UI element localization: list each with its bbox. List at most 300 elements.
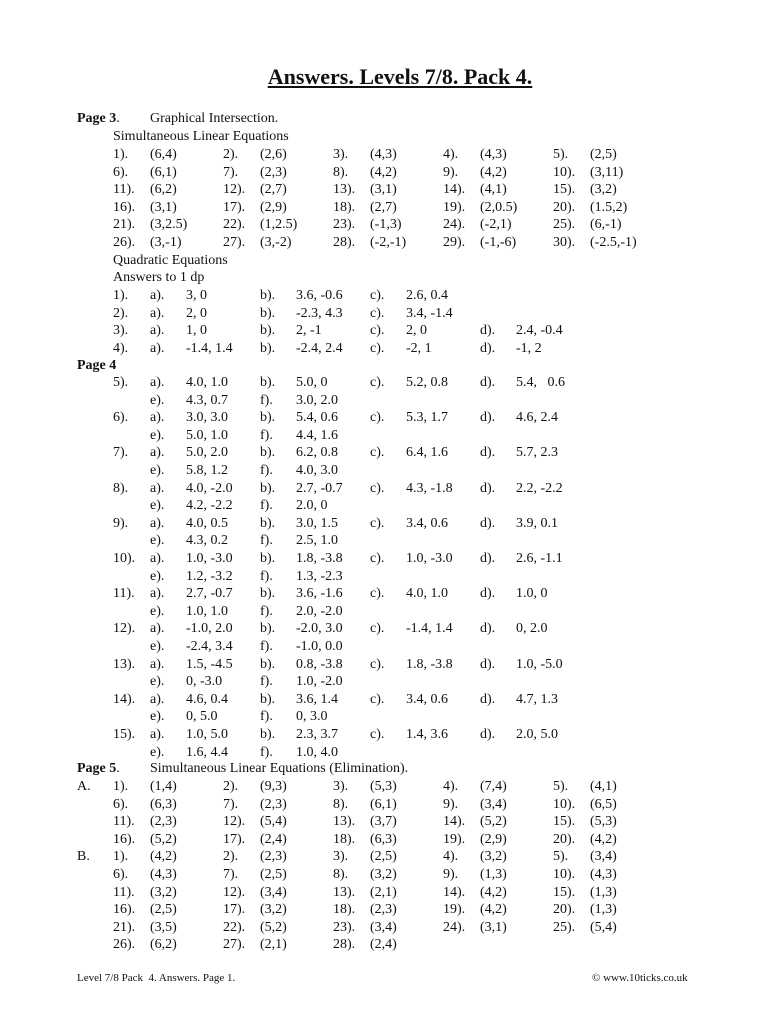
part-label: e). bbox=[150, 603, 165, 619]
answer-value: (3,2) bbox=[480, 849, 507, 865]
linear-heading: Simultaneous Linear Equations bbox=[113, 129, 289, 144]
answer-value: (4,2) bbox=[370, 164, 397, 180]
question-number: 14). bbox=[443, 814, 466, 830]
answer-value: 4.0, 0.5 bbox=[186, 515, 228, 531]
question-number: 15). bbox=[553, 182, 576, 198]
question-number: 1). bbox=[113, 288, 129, 303]
answer-value: (3,1) bbox=[150, 199, 177, 215]
answer-value: (3,2) bbox=[590, 182, 617, 198]
part-label: d). bbox=[480, 323, 496, 338]
footer-left: Level 7/8 Pack 4. Answers. Page 1. bbox=[77, 972, 236, 984]
answer-value: (4,2) bbox=[480, 164, 507, 180]
question-number: 19). bbox=[443, 831, 466, 847]
part-label: c). bbox=[370, 691, 385, 707]
question-number: 8). bbox=[333, 164, 349, 180]
answer-value: (4,2) bbox=[480, 902, 507, 918]
answer-value: 5.2, 0.8 bbox=[406, 375, 448, 390]
answer-value: (3,11) bbox=[590, 164, 624, 180]
question-number: 14). bbox=[113, 691, 136, 707]
question-number: 23). bbox=[333, 217, 356, 233]
part-label: f). bbox=[260, 392, 273, 408]
answer-value: 1, 0 bbox=[186, 323, 207, 338]
question-number: 26). bbox=[113, 937, 136, 953]
answer-value: (4,1) bbox=[480, 182, 507, 198]
question-number: 4). bbox=[113, 340, 129, 356]
question-number: 22). bbox=[223, 919, 246, 935]
answer-value: (4,2) bbox=[480, 884, 507, 900]
question-number: 9). bbox=[443, 164, 459, 180]
answer-value: (2,0.5) bbox=[480, 199, 518, 215]
part-label: a). bbox=[150, 621, 165, 637]
question-number: 13). bbox=[333, 884, 356, 900]
question-number: 25). bbox=[553, 217, 576, 233]
part-label: f). bbox=[260, 709, 273, 725]
part-label: b). bbox=[260, 691, 276, 707]
part-label: d). bbox=[480, 586, 496, 602]
question-number: 27). bbox=[223, 235, 246, 250]
answer-value: 4.2, -2.2 bbox=[186, 498, 233, 514]
part-label: c). bbox=[370, 375, 385, 390]
answer-value: (4,3) bbox=[590, 867, 617, 882]
answer-value: 2, 0 bbox=[406, 323, 427, 338]
page3-heading: Graphical Intersection. bbox=[150, 111, 279, 126]
part-label: b). bbox=[260, 656, 276, 672]
answer-value: (2,3) bbox=[260, 849, 287, 865]
part-label: b). bbox=[260, 621, 276, 637]
answer-value: (6,-1) bbox=[590, 217, 622, 233]
answer-value: (3,2) bbox=[150, 884, 177, 900]
answer-value: 2.4, -0.4 bbox=[516, 323, 563, 338]
part-label: b). bbox=[260, 551, 276, 566]
question-number: 8). bbox=[333, 867, 349, 882]
answer-value: 0.8, -3.8 bbox=[296, 656, 343, 672]
part-label: e). bbox=[150, 639, 165, 654]
part-label: c). bbox=[370, 305, 385, 321]
answer-value: (2,3) bbox=[370, 902, 397, 918]
answer-value: 1.0, 1.0 bbox=[186, 603, 228, 619]
answer-value: 1.0, 4.0 bbox=[296, 744, 338, 760]
part-label: b). bbox=[260, 288, 276, 303]
answer-value: (6,5) bbox=[590, 796, 617, 812]
page5-label: Page 5. bbox=[77, 761, 120, 776]
part-label: e). bbox=[150, 674, 165, 690]
answer-value: 4.0, 1.0 bbox=[406, 586, 448, 602]
page3-label: Page 3. bbox=[77, 111, 120, 126]
answer-value: 0, 5.0 bbox=[186, 709, 218, 725]
question-number: 6). bbox=[113, 164, 129, 180]
answer-value: (3,1) bbox=[370, 182, 397, 198]
answer-value: (3,4) bbox=[590, 849, 617, 865]
question-number: 24). bbox=[443, 919, 466, 935]
part-label: a). bbox=[150, 586, 165, 602]
answer-value: 5.3, 1.7 bbox=[406, 410, 448, 426]
answer-value: (2,3) bbox=[260, 164, 287, 180]
question-number: 17). bbox=[223, 902, 246, 918]
answer-value: (2,3) bbox=[260, 796, 287, 812]
part-label: b). bbox=[260, 480, 276, 496]
answer-value: 5.8, 1.2 bbox=[186, 463, 228, 478]
answer-value: (3,5) bbox=[150, 919, 177, 935]
part-label: c). bbox=[370, 445, 385, 461]
part-label: e). bbox=[150, 533, 165, 549]
part-label: f). bbox=[260, 744, 273, 760]
answer-value: (1,3) bbox=[590, 884, 617, 900]
part-label: c). bbox=[370, 727, 385, 742]
part-label: a). bbox=[150, 515, 165, 531]
answer-value: 5.0, 1.0 bbox=[186, 427, 228, 443]
question-number: 1). bbox=[113, 849, 129, 865]
answer-value: 1.0, 5.0 bbox=[186, 727, 228, 742]
part-label: d). bbox=[480, 727, 496, 742]
answer-value: 4.3, 0.7 bbox=[186, 392, 228, 408]
answer-value: (3,4) bbox=[260, 884, 287, 900]
part-label: d). bbox=[480, 480, 496, 496]
question-number: 20). bbox=[553, 902, 576, 918]
answer-value: -2.4, 2.4 bbox=[296, 340, 343, 356]
question-number: 9). bbox=[443, 796, 459, 812]
question-number: 12). bbox=[113, 621, 136, 637]
answer-value: 3.6, -1.6 bbox=[296, 586, 343, 602]
question-number: 11). bbox=[113, 884, 135, 900]
part-label: c). bbox=[370, 410, 385, 426]
part-label: c). bbox=[370, 340, 385, 356]
question-number: 24). bbox=[443, 217, 466, 233]
question-number: 26). bbox=[113, 235, 136, 250]
question-number: 25). bbox=[553, 919, 576, 935]
answer-value: 1.0, 0 bbox=[516, 586, 548, 602]
answer-value: 0, -3.0 bbox=[186, 674, 223, 690]
answer-value: 2.5, 1.0 bbox=[296, 533, 338, 549]
question-number: 5). bbox=[113, 375, 129, 390]
answer-value: 3.6, 1.4 bbox=[296, 691, 338, 707]
answer-value: 3.9, 0.1 bbox=[516, 515, 558, 531]
group-label: A. bbox=[77, 779, 91, 794]
answer-value: 2.0, 5.0 bbox=[516, 727, 558, 742]
question-number: 9). bbox=[113, 515, 129, 531]
answer-value: (1,3) bbox=[590, 902, 617, 918]
answer-value: -2.3, 4.3 bbox=[296, 305, 343, 321]
answer-value: 4.0, -2.0 bbox=[186, 480, 233, 496]
part-label: f). bbox=[260, 533, 273, 549]
answer-value: 4.7, 1.3 bbox=[516, 691, 558, 707]
question-number: 3). bbox=[113, 323, 129, 338]
answer-value: 3.0, 2.0 bbox=[296, 392, 338, 408]
question-number: 18). bbox=[333, 831, 356, 847]
question-number: 14). bbox=[443, 884, 466, 900]
answer-value: (4,3) bbox=[370, 147, 397, 162]
part-label: e). bbox=[150, 568, 165, 584]
page4-label: Page 4 bbox=[77, 358, 117, 373]
answer-value: (3,7) bbox=[370, 814, 397, 830]
question-number: 12). bbox=[223, 814, 246, 830]
part-label: a). bbox=[150, 323, 165, 338]
part-label: b). bbox=[260, 323, 276, 338]
question-number: 6). bbox=[113, 410, 129, 426]
part-label: b). bbox=[260, 445, 276, 461]
answer-value: -2.0, 3.0 bbox=[296, 621, 343, 637]
question-number: 12). bbox=[223, 884, 246, 900]
answer-value: (2,9) bbox=[480, 831, 507, 847]
part-label: b). bbox=[260, 515, 276, 531]
answer-value: (1,2.5) bbox=[260, 217, 298, 233]
answer-value: 3.4, 0.6 bbox=[406, 515, 448, 531]
question-number: 4). bbox=[443, 779, 459, 794]
question-number: 3). bbox=[333, 779, 349, 794]
part-label: f). bbox=[260, 498, 273, 514]
question-number: 16). bbox=[113, 902, 136, 918]
answer-value: (7,4) bbox=[480, 779, 507, 794]
answer-value: -1.0, 2.0 bbox=[186, 621, 233, 637]
answer-value: 4.6, 2.4 bbox=[516, 410, 558, 426]
question-number: 14). bbox=[443, 182, 466, 198]
part-label: c). bbox=[370, 621, 385, 637]
question-number: 13). bbox=[333, 814, 356, 830]
answer-value: (6,2) bbox=[150, 182, 177, 198]
part-label: d). bbox=[480, 410, 496, 426]
answer-value: (5,4) bbox=[260, 814, 287, 830]
answer-value: (-1,3) bbox=[370, 217, 402, 233]
answer-value: 5.0, 0 bbox=[296, 375, 328, 390]
group-label: B. bbox=[77, 849, 90, 865]
part-label: e). bbox=[150, 463, 165, 478]
part-label: b). bbox=[260, 586, 276, 602]
part-label: d). bbox=[480, 515, 496, 531]
question-number: 6). bbox=[113, 867, 129, 882]
answer-value: 2, 0 bbox=[186, 305, 207, 321]
question-number: 28). bbox=[333, 937, 356, 953]
part-label: b). bbox=[260, 305, 276, 321]
answer-value: 4.0, 3.0 bbox=[296, 463, 338, 478]
part-label: f). bbox=[260, 463, 273, 478]
answer-value: (3,2) bbox=[260, 902, 287, 918]
part-label: d). bbox=[480, 375, 496, 390]
question-number: 19). bbox=[443, 902, 466, 918]
question-number: 29). bbox=[443, 235, 466, 250]
question-number: 1). bbox=[113, 147, 129, 162]
question-number: 20). bbox=[553, 831, 576, 847]
answer-value: 2.0, 0 bbox=[296, 498, 328, 514]
answer-value: (6,1) bbox=[150, 164, 177, 180]
answer-value: (3,-1) bbox=[150, 235, 182, 250]
part-label: a). bbox=[150, 727, 165, 742]
answer-value: 1.2, -3.2 bbox=[186, 568, 233, 584]
answer-value: 6.4, 1.6 bbox=[406, 445, 448, 461]
answer-value: (5,2) bbox=[480, 814, 507, 830]
answer-value: -1.0, 0.0 bbox=[296, 639, 343, 654]
question-number: 2). bbox=[223, 849, 239, 865]
answer-value: (1.5,2) bbox=[590, 199, 628, 215]
answer-value: 1.8, -3.8 bbox=[406, 656, 453, 672]
answer-value: (3,2) bbox=[370, 867, 397, 882]
answer-value: 3.0, 3.0 bbox=[186, 410, 228, 426]
answer-value: 3.4, -1.4 bbox=[406, 305, 453, 321]
answer-value: 2.7, -0.7 bbox=[186, 586, 233, 602]
part-label: c). bbox=[370, 656, 385, 672]
question-number: 2). bbox=[113, 305, 129, 321]
question-number: 8). bbox=[113, 480, 129, 496]
answer-value: 3.4, 0.6 bbox=[406, 691, 448, 707]
answer-value: 0, 2.0 bbox=[516, 621, 548, 637]
question-number: 18). bbox=[333, 199, 356, 215]
question-number: 11). bbox=[113, 586, 135, 602]
question-number: 10). bbox=[553, 164, 576, 180]
question-number: 9). bbox=[443, 867, 459, 882]
answer-value: (2,6) bbox=[260, 147, 287, 162]
part-label: c). bbox=[370, 323, 385, 338]
answer-value: (6,1) bbox=[370, 796, 397, 812]
answer-value: 2.6, 0.4 bbox=[406, 288, 448, 303]
answer-value: -1, 2 bbox=[516, 340, 542, 356]
answer-value: -1.4, 1.4 bbox=[406, 621, 453, 637]
answer-value: 1.0, -2.0 bbox=[296, 674, 343, 690]
question-number: 3). bbox=[333, 849, 349, 865]
question-number: 17). bbox=[223, 831, 246, 847]
answer-value: (5,2) bbox=[150, 831, 177, 847]
answer-value: (-2,1) bbox=[480, 217, 512, 233]
answer-value: 1.0, -3.0 bbox=[406, 551, 453, 566]
answer-value: -1.4, 1.4 bbox=[186, 340, 233, 356]
question-number: 5). bbox=[553, 849, 569, 865]
question-number: 1). bbox=[113, 779, 129, 794]
answer-value: (2,7) bbox=[370, 199, 397, 215]
part-label: f). bbox=[260, 427, 273, 443]
answer-value: 1.4, 3.6 bbox=[406, 727, 448, 742]
question-number: 11). bbox=[113, 182, 135, 198]
part-label: c). bbox=[370, 515, 385, 531]
question-number: 21). bbox=[113, 217, 136, 233]
answer-value: 2.2, -2.2 bbox=[516, 480, 563, 496]
answer-value: (2,3) bbox=[150, 814, 177, 830]
answer-value: 1.8, -3.8 bbox=[296, 551, 343, 566]
answer-value: 3, 0 bbox=[186, 288, 207, 303]
answer-value: (3,1) bbox=[480, 919, 507, 935]
answer-value: 4.0, 1.0 bbox=[186, 375, 228, 390]
part-label: c). bbox=[370, 586, 385, 602]
answer-value: (2,5) bbox=[150, 902, 177, 918]
footer-copyright: © www.10ticks.co.uk bbox=[592, 972, 688, 984]
question-number: 10). bbox=[553, 796, 576, 812]
part-label: d). bbox=[480, 445, 496, 461]
part-label: b). bbox=[260, 727, 276, 742]
part-label: a). bbox=[150, 410, 165, 426]
question-number: 17). bbox=[223, 199, 246, 215]
answer-value: (2,5) bbox=[370, 849, 397, 865]
question-number: 7). bbox=[223, 796, 239, 812]
part-label: a). bbox=[150, 340, 165, 356]
answer-value: 4.4, 1.6 bbox=[296, 427, 338, 443]
question-number: 27). bbox=[223, 937, 246, 953]
part-label: e). bbox=[150, 427, 165, 443]
part-label: e). bbox=[150, 744, 165, 760]
answer-value: 5.4, 0.6 bbox=[516, 375, 565, 390]
answer-value: 5.0, 2.0 bbox=[186, 445, 228, 461]
answer-value: 2.6, -1.1 bbox=[516, 551, 563, 566]
answer-value: (2,4) bbox=[260, 831, 287, 847]
question-number: 4). bbox=[443, 147, 459, 162]
answer-value: (4,2) bbox=[590, 831, 617, 847]
part-label: e). bbox=[150, 709, 165, 725]
answer-value: 6.2, 0.8 bbox=[296, 445, 338, 461]
answer-value: (6,3) bbox=[150, 796, 177, 812]
answer-value: 4.6, 0.4 bbox=[186, 691, 228, 707]
answer-value: 3.0, 1.5 bbox=[296, 515, 338, 531]
part-label: c). bbox=[370, 288, 385, 303]
answer-value: (2,5) bbox=[590, 147, 617, 162]
answer-value: (6,2) bbox=[150, 937, 177, 953]
answer-value: (3,-2) bbox=[260, 235, 292, 250]
question-number: 5). bbox=[553, 147, 569, 162]
part-label: a). bbox=[150, 656, 165, 672]
part-label: f). bbox=[260, 603, 273, 619]
question-number: 28). bbox=[333, 235, 356, 250]
answer-value: (3,4) bbox=[480, 796, 507, 812]
question-number: 5). bbox=[553, 779, 569, 794]
answer-value: -2, 1 bbox=[406, 340, 432, 356]
answer-value: (6,3) bbox=[370, 831, 397, 847]
question-number: 23). bbox=[333, 919, 356, 935]
answer-value: (2,1) bbox=[260, 937, 287, 953]
answer-value: 2.7, -0.7 bbox=[296, 480, 343, 496]
answer-value: 5.4, 0.6 bbox=[296, 410, 338, 426]
answer-value: 0, 3.0 bbox=[296, 709, 328, 725]
question-number: 10). bbox=[553, 867, 576, 882]
answer-value: (6,4) bbox=[150, 147, 177, 162]
part-label: c). bbox=[370, 480, 385, 496]
answer-value: (-2.5,-1) bbox=[590, 235, 637, 250]
part-label: f). bbox=[260, 568, 273, 584]
question-number: 16). bbox=[113, 831, 136, 847]
part-label: a). bbox=[150, 691, 165, 707]
part-label: a). bbox=[150, 480, 165, 496]
answer-value: 2.0, -2.0 bbox=[296, 603, 343, 619]
answer-value: 3.6, -0.6 bbox=[296, 288, 343, 303]
part-label: a). bbox=[150, 305, 165, 321]
question-number: 15). bbox=[553, 814, 576, 830]
question-number: 2). bbox=[223, 779, 239, 794]
part-label: e). bbox=[150, 498, 165, 514]
answer-value: (2,5) bbox=[260, 867, 287, 882]
question-number: 6). bbox=[113, 796, 129, 812]
question-number: 7). bbox=[223, 867, 239, 882]
answer-value: 4.3, 0.2 bbox=[186, 533, 228, 549]
question-number: 18). bbox=[333, 902, 356, 918]
answer-value: (3,2.5) bbox=[150, 217, 188, 233]
part-label: d). bbox=[480, 656, 496, 672]
page-title: Answers. Levels 7/8. Pack 4. bbox=[267, 64, 533, 89]
answer-value: 1.0, -5.0 bbox=[516, 656, 563, 672]
question-number: 13). bbox=[333, 182, 356, 198]
answer-value: (4,3) bbox=[480, 147, 507, 162]
answer-value: 1.5, -4.5 bbox=[186, 656, 233, 672]
part-label: f). bbox=[260, 639, 273, 654]
question-number: 4). bbox=[443, 849, 459, 865]
answer-value: (2,1) bbox=[370, 884, 397, 900]
answer-value: (5,2) bbox=[260, 919, 287, 935]
part-label: d). bbox=[480, 691, 496, 707]
answer-value: -2.4, 3.4 bbox=[186, 639, 233, 654]
question-number: 2). bbox=[223, 147, 239, 162]
answer-value: (1,3) bbox=[480, 867, 507, 882]
answer-value: (2,9) bbox=[260, 199, 287, 215]
part-label: a). bbox=[150, 288, 165, 303]
part-label: c). bbox=[370, 551, 385, 566]
question-number: 7). bbox=[223, 164, 239, 180]
answer-value: (2,4) bbox=[370, 937, 397, 953]
answer-value: (-1,-6) bbox=[480, 235, 517, 250]
answer-value: (4,2) bbox=[150, 849, 177, 865]
part-label: f). bbox=[260, 674, 273, 690]
part-label: b). bbox=[260, 410, 276, 426]
